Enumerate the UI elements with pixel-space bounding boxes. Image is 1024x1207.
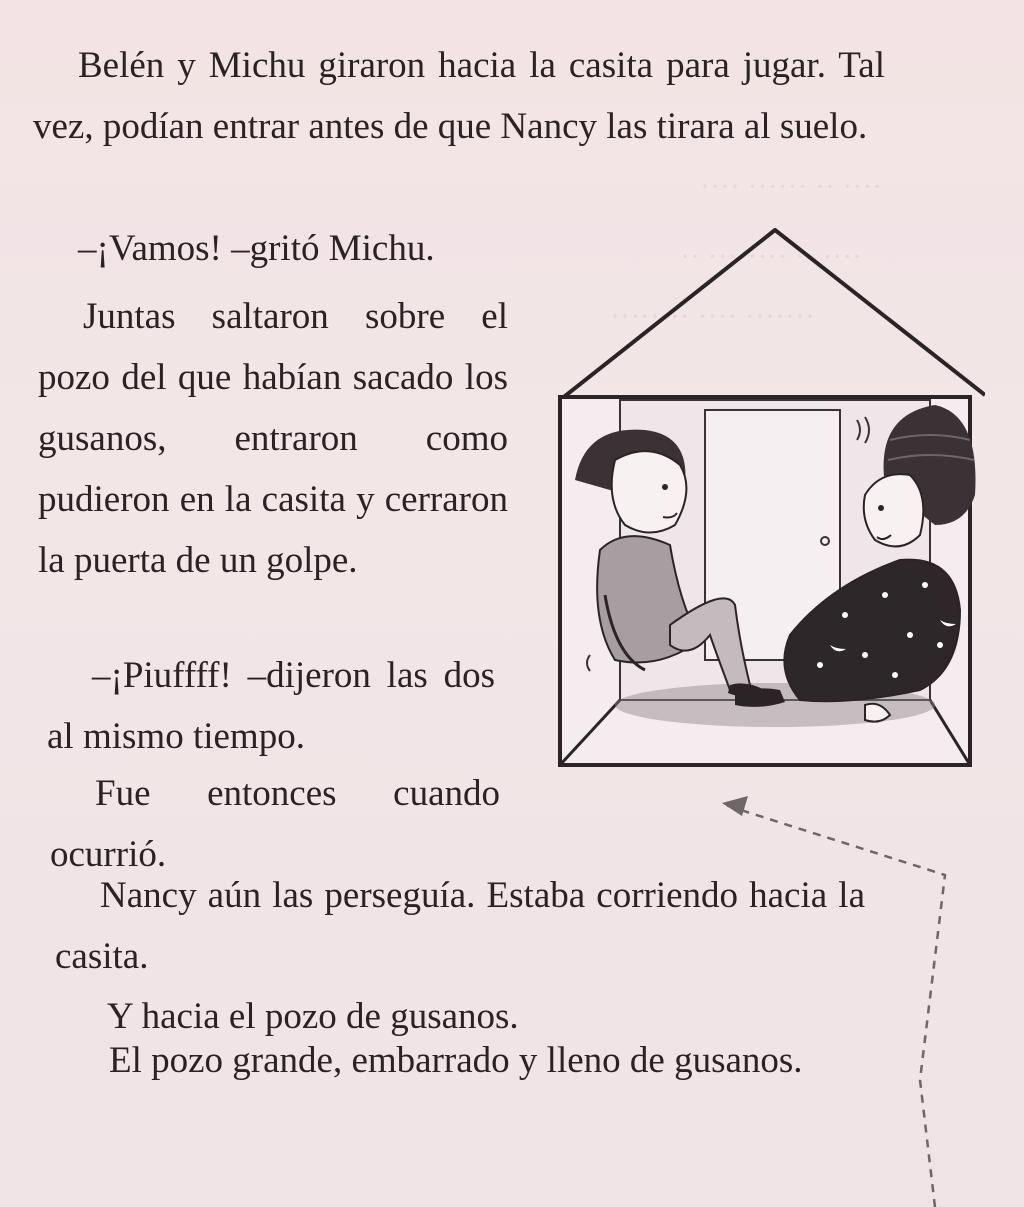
paragraph: –¡Piuffff! –dijeron las dos al mismo tiempo. xyxy=(47,655,495,757)
paragraph: Y hacia el pozo de gusanos. xyxy=(107,996,519,1037)
paragraph: Fue entonces cuando ocurrió. xyxy=(50,773,500,875)
paragraph: Belén y Michu giraron hacia la casita para jugar. Tal vez, podían entrar antes de que Nancy las tirara al suelo. xyxy=(33,45,885,147)
paragraph: Nancy aún las perseguía. Estaba corriendo hacia la casita. xyxy=(55,875,865,977)
house-girls-illustration xyxy=(545,225,985,780)
bleed-through-text: ···· ······ ·· ···· xyxy=(700,170,883,203)
paragraph: El pozo grande, embarrado y lleno de gusanos. xyxy=(109,1040,803,1081)
paragraph: Juntas saltaron sobre el pozo del que habían sacado los gusanos, entraron como pudieron en la casita y cerraron la puerta de un golpe. xyxy=(38,296,508,581)
dashed-arrow-icon xyxy=(700,790,1000,1207)
bleed-through-text: ········ ···· ······· xyxy=(610,300,815,333)
paragraph: –¡Vamos! –gritó Michu. xyxy=(78,228,435,269)
house-roof xyxy=(560,230,985,400)
bleed-through-text: ·· ········ ·· ···· xyxy=(680,240,863,273)
